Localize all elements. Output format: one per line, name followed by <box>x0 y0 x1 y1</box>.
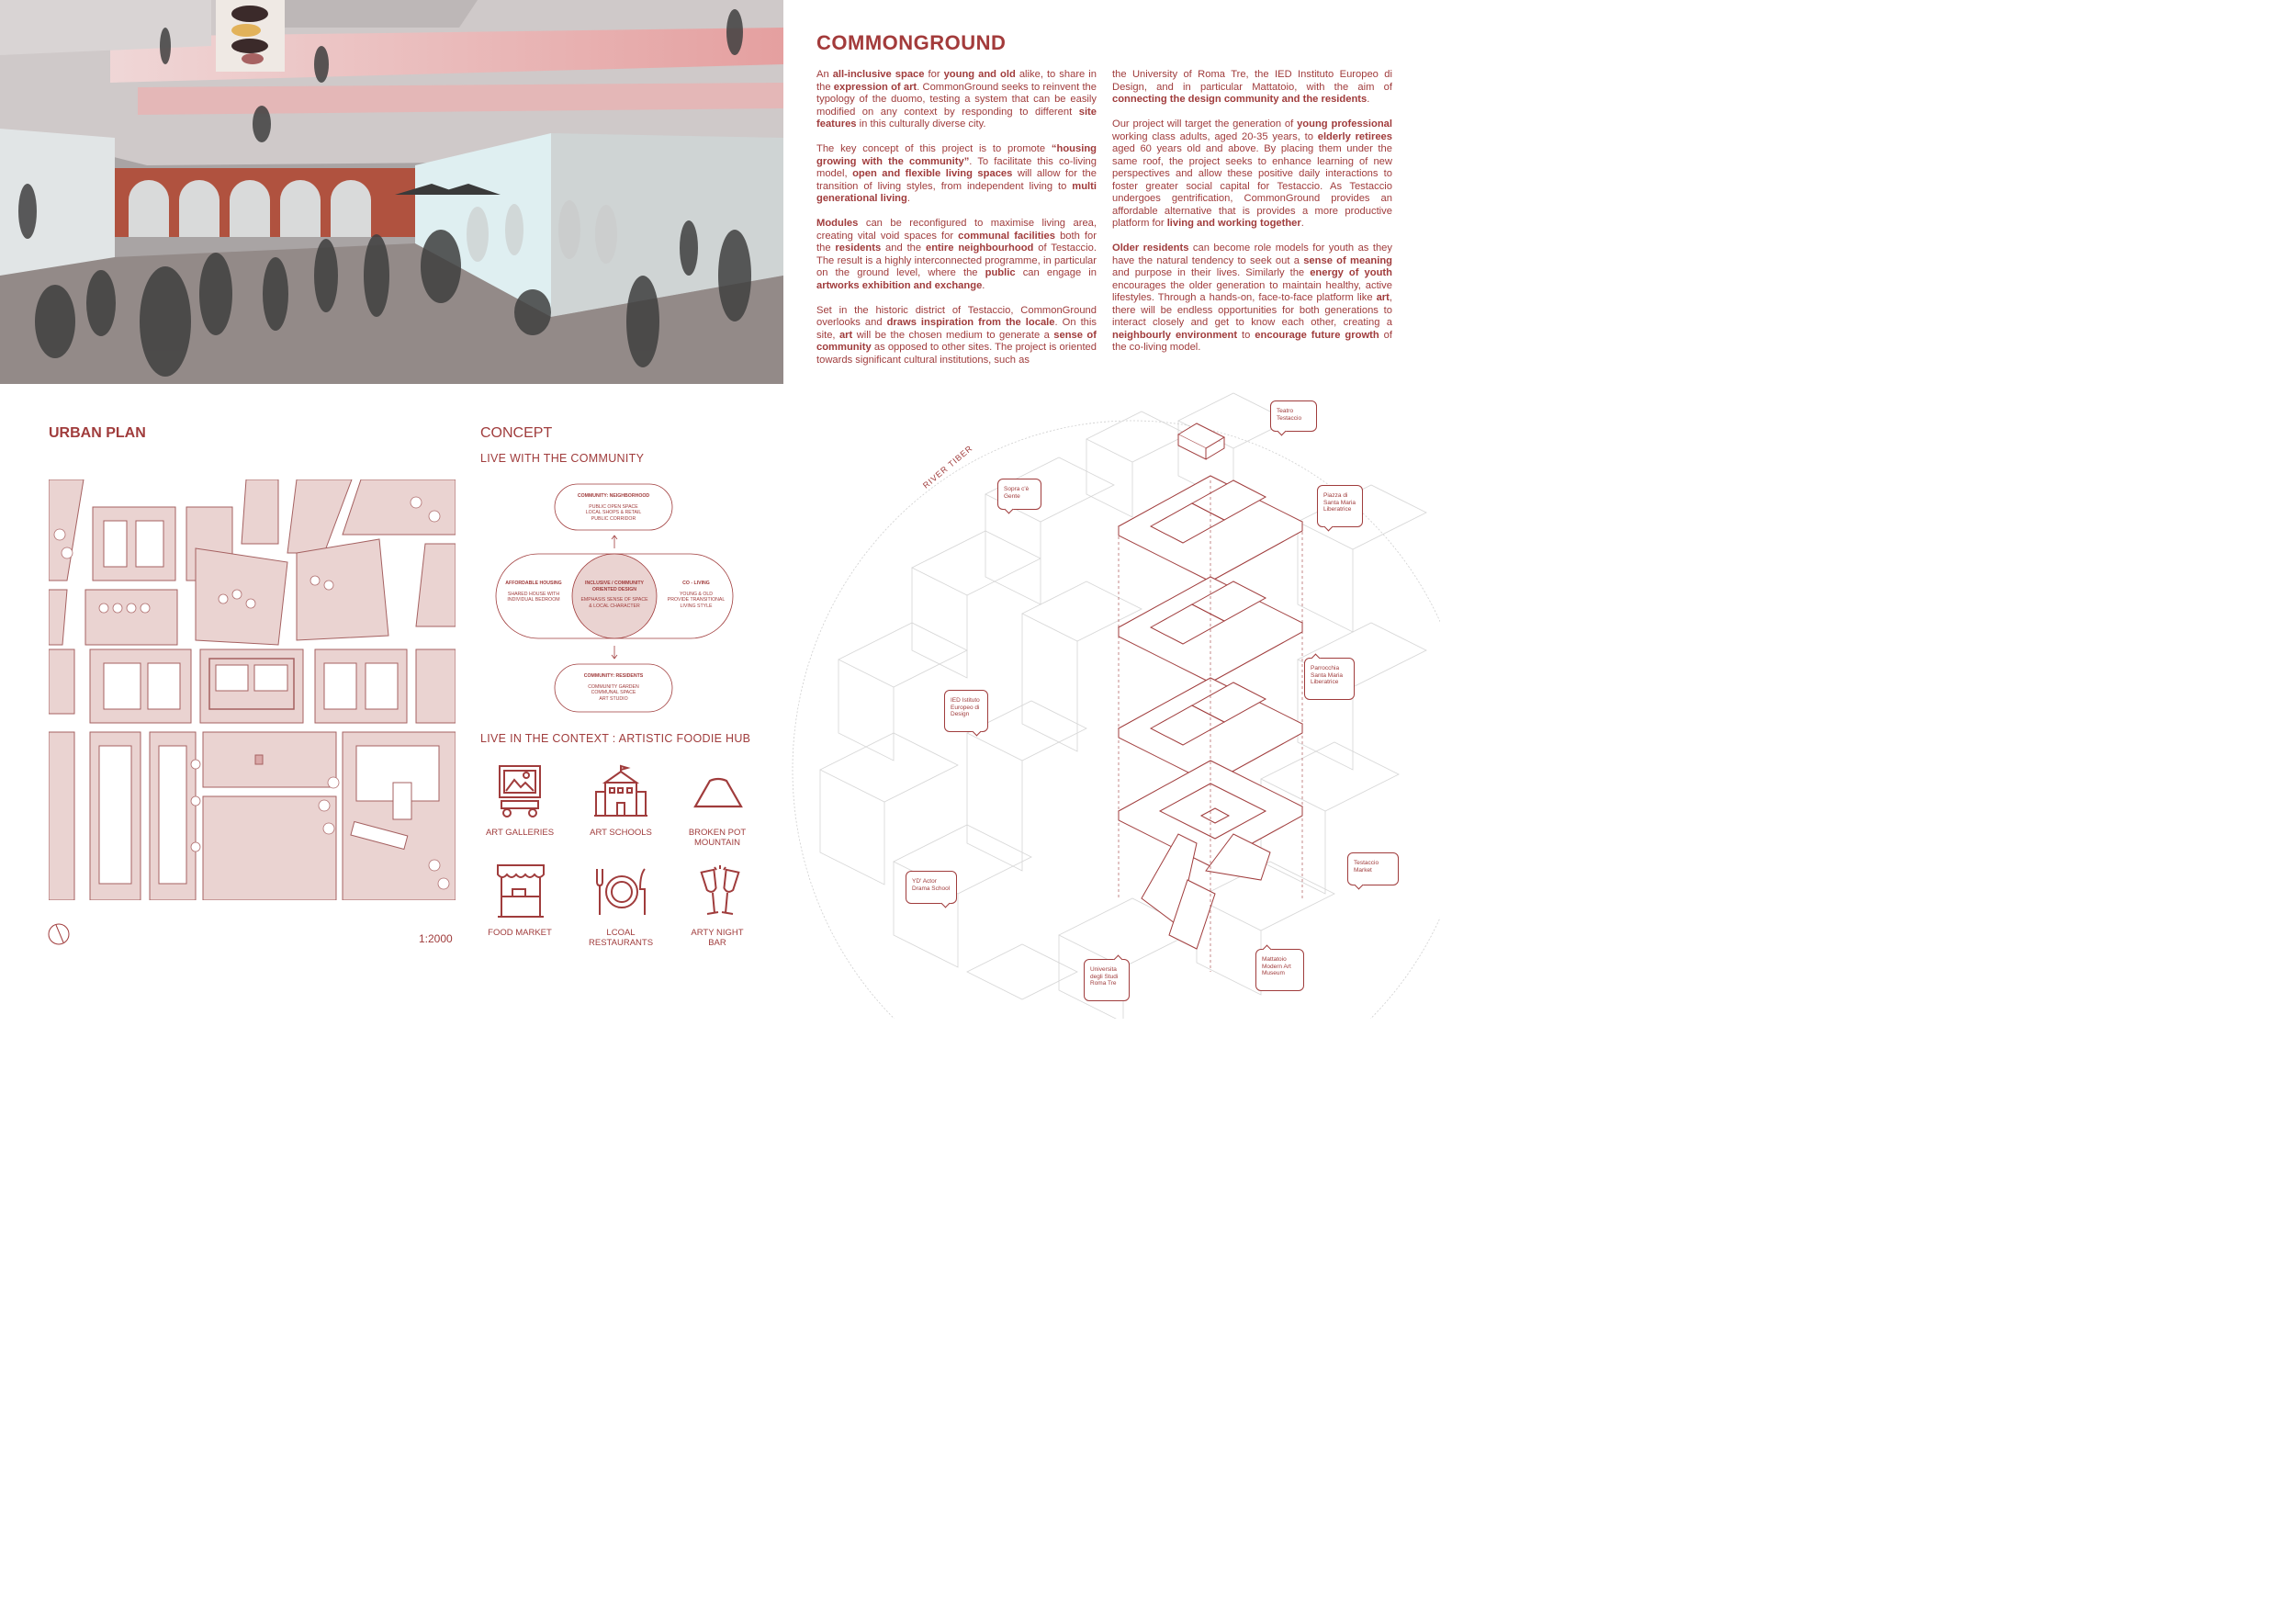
concept-diagram <box>494 482 735 716</box>
concept-bottom-line: COMMUNAL SPACE <box>591 690 636 695</box>
art-school-icon <box>592 764 649 819</box>
callout-parrocchia-santa-maria: Parrocchia Santa Maria Liberatrice <box>1304 658 1355 700</box>
concept-right-line: LIVING STYLE <box>680 603 713 609</box>
concept-heading: CONCEPT <box>480 425 553 441</box>
champagne-icon <box>698 863 742 920</box>
hub-label-local-restaurants: LCOAL RESTAURANTS <box>589 928 654 948</box>
concept-right-node <box>659 581 733 609</box>
concept-right-title: CO - LIVING <box>682 581 710 586</box>
concept-right-line: YOUNG & OLD <box>679 591 714 597</box>
callout-universita-roma-tre: Universita degli Studi Roma Tre <box>1084 959 1130 1001</box>
concept-center-node <box>577 581 652 609</box>
callout-piazza-santa-maria: Piazza di Santa Maria Liberatrice <box>1317 485 1363 527</box>
restaurant-icon <box>593 867 650 917</box>
plan-scale: 1:2000 <box>419 932 453 945</box>
concept-top-line: PUBLIC CORRIDOR <box>591 515 636 522</box>
north-arrow-icon <box>47 922 71 946</box>
concept-left-node <box>498 581 569 603</box>
hero-render <box>0 0 783 384</box>
callout-sopra-ce-gente: Sopra c'è Gente <box>997 479 1041 510</box>
concept-left-line: SHARED HOUSE WITH <box>507 591 560 597</box>
mountain-icon <box>693 777 743 808</box>
intro-paragraph: An all-inclusive space for young and old alike, to share in the expression of art. CommonGround seeks to reinvent the typology of the duomo, testing a system that can be easily modified on any context by responding to different site features in this culturally diverse city. <box>816 69 1097 130</box>
river-label: RIVER TIBER <box>921 443 975 491</box>
intro-paragraph: Modules can be reconfigured to maximise living area, creating vital void spaces for communal facilities both for the residents and the entire neighbourhood of Testaccio. The result is a highly interconnected programme, in particular on the ground level, where the public can engage in artworks exhibition and exchange. <box>816 218 1097 291</box>
urban-plan-map <box>49 479 456 900</box>
concept-top-line: PUBLIC OPEN SPACE <box>589 503 638 510</box>
intro-column-left <box>816 69 1097 379</box>
concept-bottom-node <box>558 673 669 702</box>
concept-right-line: PROVIDE TRANSITIONAL <box>667 597 726 603</box>
concept-center-title: INCLUSIVE / COMMUNITY ORIENTED DESIGN <box>585 581 644 592</box>
art-gallery-icon <box>496 764 544 819</box>
hub-label-art-galleries: ART GALLERIES <box>485 828 555 838</box>
concept-subheading-community: LIVE WITH THE COMMUNITY <box>480 452 645 465</box>
hub-label-broken-pot-mountain: BROKEN POT MOUNTAIN <box>688 828 747 848</box>
concept-left-title: AFFORDABLE HOUSING <box>505 581 562 586</box>
callout-testaccio-market: Testaccio Market <box>1347 852 1399 885</box>
concept-bottom-line: ART STUDIO <box>599 695 628 702</box>
callout-ied-istituto: IED Istituto Europeo di Design <box>944 690 988 732</box>
callout-mattatoio: Mattatoio Modern Art Museum <box>1255 949 1304 991</box>
hero-render-image <box>0 0 783 384</box>
intro-paragraph: The key concept of this project is to promote “housing growing with the community”. To facilitate this co-living model, open and flexible living spaces will allow for the transition of living styles, from independent living to multi generational living. <box>816 143 1097 204</box>
concept-subheading-context: LIVE IN THE CONTEXT : ARTISTIC FOODIE HUB <box>480 732 751 745</box>
hub-label-art-schools: ART SCHOOLS <box>590 828 652 838</box>
callout-yd-actor-drama-school: YD' Actor Drama School <box>906 871 957 904</box>
axonometric-lines <box>783 384 1440 1019</box>
concept-center-line: & LOCAL CHARACTER <box>589 603 640 609</box>
hub-label-food-market: FOOD MARKET <box>488 928 552 938</box>
intro-paragraph: Older residents can become role models for youth as they have the natural tendency to seek out a sense of meaning and purpose in their lives. Similarly the energy of youth encourages the older generation to maintain healthy, active lifestyles. Through a hands-on, face-to-face platform like art, there will be endless opportunities for both generations to interact closely and get to know each other, creating a neighbourly environment to encourage future growth of the co-living model. <box>1112 242 1392 353</box>
urban-plan-drawing <box>49 479 456 900</box>
callout-teatro-testaccio: Teatro Testaccio <box>1270 400 1317 432</box>
hub-label-arty-night-bar: ARTY NIGHT BAR <box>691 928 744 948</box>
intro-paragraph: the University of Roma Tre, the IED Instituto Europeo di Design, and in particular Mattatoio, with the aim of connecting the design community and the residents. <box>1112 69 1392 105</box>
concept-center-line: EMPHASIS SENSE OF SPACE <box>580 597 648 603</box>
concept-top-node <box>558 493 669 522</box>
intro-paragraph: Set in the historic district of Testaccio, CommonGround overlooks and draws inspiration from the locale. On this site, art will be the chosen medium to generate a sense of community as opposed to other sites. The project is oriented towards significant cultural institutions, such as <box>816 304 1097 366</box>
concept-top-line: LOCAL SHOPS & RETAIL <box>585 510 642 515</box>
page-title: COMMONGROUND <box>816 31 1007 54</box>
intro-paragraph: Our project will target the generation of young professional working class adults, aged 20-35 years, to elderly retirees aged 60 years old and above. By placing them under the same roof, the project seeks to enhance learning of new perspectives and allow these positive daily interactions to foster greater social capital for Testaccio. As Testaccio undergoes gentrification, CommonGround provides an affordable alternative that is provides a more productive platform for living and working together. <box>1112 118 1393 229</box>
concept-bottom-title: COMMUNITY: RESIDENTS <box>583 673 644 679</box>
intro-column-right <box>1112 69 1392 367</box>
concept-left-line: INDIVIDUAL BEDROOM <box>507 597 560 603</box>
market-stall-icon <box>496 863 546 920</box>
concept-top-title: COMMUNITY: NEIGHBORHOOD <box>577 493 650 499</box>
urban-plan-heading: URBAN PLAN <box>49 425 146 441</box>
concept-bottom-line: COMMUNITY GARDEN <box>588 683 639 690</box>
axonometric-drawing <box>783 384 1440 1019</box>
